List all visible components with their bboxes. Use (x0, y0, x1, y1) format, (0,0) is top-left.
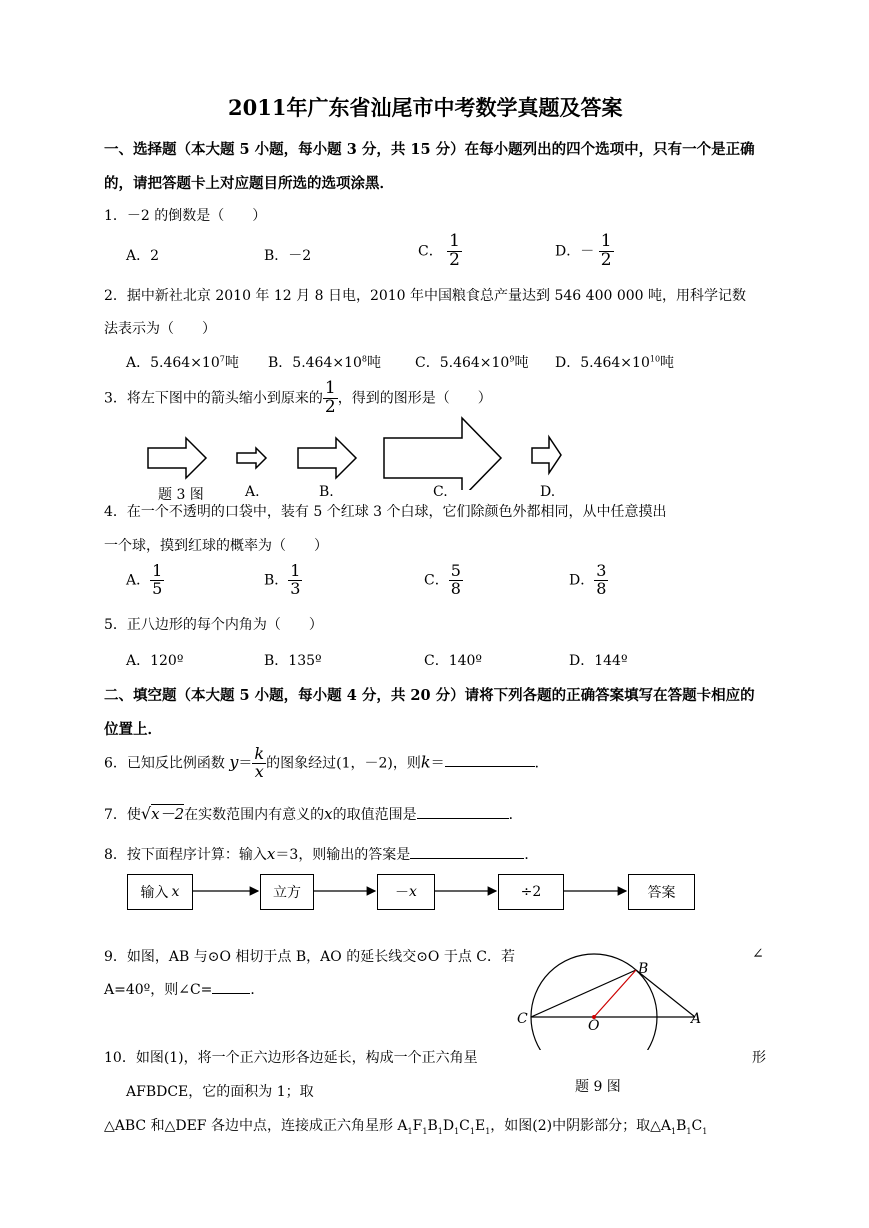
var-k: k (420, 752, 431, 772)
unit: 吨 (367, 355, 382, 371)
flow-step-label: 立方 (273, 885, 301, 901)
label-b2: B (676, 1118, 687, 1134)
frac-num: k (254, 744, 265, 763)
q9-fig-label: 题 9 图 (575, 1079, 621, 1095)
end: ． (508, 807, 523, 823)
q9-stem-line2 (104, 979, 264, 999)
frac-num: 1 (152, 561, 163, 580)
base: A．5.464×10 (126, 355, 220, 371)
exp: 10 (649, 354, 661, 364)
q10-line2: AFBDCE，它的面积为 1；取 (126, 1084, 314, 1100)
line-ab (636, 970, 695, 1017)
equals: ＝ (238, 755, 253, 772)
frac-num: 1 (600, 231, 612, 251)
flow-step-divide (498, 874, 564, 910)
q1-option-d-fraction (599, 233, 614, 270)
q10-line1: 10．如图(1)，将一个正六边形各边延长，构成一个正六角星 (104, 1050, 478, 1066)
pre: 6．已知反比例函数 (104, 755, 225, 772)
q3-label-a: A. (245, 484, 260, 500)
q2-stem-line2: 法表示为（ ） (104, 321, 216, 337)
q9-point-b: B (638, 961, 649, 977)
end: ． (534, 755, 549, 772)
unit: 吨 (224, 355, 239, 371)
frac-den: 8 (450, 578, 461, 598)
mid: 的图象经过(1，－2)，则 (266, 755, 421, 772)
q9-point-o: O (588, 1018, 600, 1034)
sub: 1 (686, 1126, 692, 1136)
pre: 7．使 (104, 807, 141, 823)
var-y: y (229, 752, 239, 772)
q9-point-c: C (517, 1011, 528, 1027)
arrow-b (298, 438, 356, 478)
q9-point-a: A (691, 1011, 702, 1027)
q7-answer-blank[interactable] (417, 804, 509, 819)
exp: 9 (509, 354, 515, 364)
stem-post: ，得到的图形是（ ） (337, 390, 492, 407)
radicand: x－2 (151, 805, 185, 823)
q6-stem (104, 746, 549, 781)
sqrt-sign: √ (140, 804, 152, 823)
post: ，则输出的答案是 (298, 847, 411, 863)
pre: △ABC 和△DEF 各边中点，连接成正六角星形 A (104, 1118, 408, 1134)
q2-option-b (268, 352, 381, 372)
flow-step-label: ÷2 (520, 884, 542, 900)
flow-step-input (127, 874, 193, 910)
label-c2: C (691, 1118, 703, 1134)
q2-option-c (415, 352, 528, 372)
prefix: A． (126, 572, 151, 589)
q10-line3 (104, 1115, 707, 1136)
fraction (594, 563, 608, 598)
flow-step-negate (377, 874, 435, 910)
arrow-a (237, 448, 266, 468)
q4-option-d (569, 563, 608, 598)
q1-option-c (418, 233, 462, 270)
q4-option-c (424, 563, 463, 598)
q1-option-c-fraction (447, 233, 462, 270)
q5-option-a: A．120º (126, 653, 184, 669)
q6-answer-blank[interactable] (445, 752, 535, 767)
base: B．5.464×10 (268, 355, 362, 371)
frac-num: 1 (290, 561, 301, 580)
q4-stem-line2: 一个球，摸到红球的概率为（ ） (104, 538, 328, 554)
q7-stem (104, 803, 523, 824)
sub: 1 (454, 1126, 460, 1136)
q5-option-b: B．135º (264, 653, 322, 669)
frac-den: 3 (290, 578, 301, 598)
k-over-x (252, 746, 266, 781)
mid: 在实数范围内有意义的 (184, 807, 325, 823)
var-x: x (266, 845, 276, 863)
q5-option-d: D．144º (569, 653, 628, 669)
end: ． (524, 847, 539, 863)
q3-arrows-figure (0, 410, 869, 490)
q1-option-d-prefix: D．－ (555, 243, 595, 260)
label-f: F (412, 1118, 423, 1134)
flow-step-cube (260, 874, 314, 910)
q9-circle-figure (510, 950, 710, 1050)
prefix: B． (264, 572, 289, 589)
fraction (288, 563, 302, 598)
q1-option-b: B．－2 (264, 248, 312, 264)
q2-option-a (126, 352, 239, 372)
label-d: D (442, 1118, 455, 1134)
line-cb (531, 970, 636, 1017)
exp: 8 (361, 354, 368, 364)
flow-step-label: 输入 (140, 885, 169, 901)
unit: 吨 (660, 355, 675, 371)
q1-option-c-prefix: C． (418, 243, 443, 260)
sub: 1 (671, 1126, 677, 1136)
frac-num: 3 (596, 561, 607, 580)
q8-answer-blank[interactable] (410, 844, 524, 859)
base: C．5.464×10 (415, 355, 510, 371)
frac-den: 8 (596, 578, 607, 598)
fraction (449, 563, 463, 598)
q9-angle-symbol: ∠ (752, 946, 764, 962)
q2-stem-line1: 2．据中新社北京 2010 年 12 月 8 日电，2010 年中国粮食总产量达到 546 400 000 吨，用科学记数 (104, 288, 747, 304)
radius-ob (594, 970, 636, 1017)
section-1-heading-cont: 的，请把答题卡上对应题目所选的选项涂黑． (104, 175, 394, 192)
sub: 1 (702, 1126, 708, 1136)
page-title: 2011年广东省汕尾市中考数学真题及答案 (228, 95, 623, 120)
q10-line1-end: 形 (752, 1050, 766, 1066)
q1-option-a: A．2 (126, 248, 160, 264)
q4-stem-line1: 4．在一个不透明的口袋中，装有 5 个红球 3 个白球，它们除颜色外都相同，从中任意摸出 (104, 504, 667, 520)
q9-stem-line1: 9．如图，AB 与⊙O 相切于点 B，AO 的延长线交⊙O 于点 C．若 (104, 949, 516, 965)
q5-option-c: C．140º (424, 653, 483, 669)
mid: ，如图(2)中阴影部分；取△A (490, 1118, 672, 1134)
exp: 7 (219, 354, 225, 364)
q3-label-b: B. (319, 484, 334, 500)
label-b: B (427, 1118, 438, 1134)
frac-den: x (252, 763, 266, 781)
sub: 1 (407, 1126, 413, 1136)
post: 的取值范围是 (332, 807, 417, 823)
end: ． (250, 982, 265, 998)
frac-num: 1 (324, 378, 336, 398)
q9-answer-blank[interactable] (212, 979, 250, 994)
q2-option-d (555, 352, 674, 372)
flow-step-label: 答案 (647, 885, 676, 901)
frac-num: 5 (450, 561, 461, 580)
q1-option-d (555, 233, 614, 270)
sub: 1 (437, 1126, 443, 1136)
prefix: C． (424, 572, 449, 589)
flow-step-answer (628, 874, 695, 910)
q3-fig-label: 题 3 图 (158, 487, 204, 503)
frac-num: 1 (449, 231, 460, 251)
var-x: x (409, 884, 417, 900)
section-2-heading: 二、填空题（本大题 5 小题，每小题 4 分，共 20 分）请将下列各题的正确答案填写在答题卡相应的 (104, 687, 755, 704)
prefix: D． (569, 572, 595, 589)
var-x: x (324, 805, 333, 823)
q3-label-c: C. (433, 484, 448, 500)
unit: 吨 (514, 355, 529, 371)
frac-den: 5 (152, 578, 163, 598)
flow-step-label: － (395, 885, 410, 901)
frac-den: 2 (324, 396, 336, 417)
frac-den: 2 (600, 249, 612, 270)
stem-pre: 3．将左下图中的箭头缩小到原来的 (104, 390, 323, 407)
pre: 8．按下面程序计算：输入 (104, 847, 267, 863)
q1-stem: 1．－2 的倒数是（ ） (104, 208, 267, 224)
fraction (150, 563, 164, 598)
frac-den: 2 (449, 249, 460, 270)
base: D．5.464×10 (555, 355, 650, 371)
equals: ＝ (430, 755, 445, 772)
var-x: x (171, 884, 180, 900)
label-e: E (474, 1118, 486, 1134)
arrow-c (384, 418, 501, 490)
sub: 1 (469, 1126, 475, 1136)
sub: 1 (485, 1126, 491, 1136)
arrow-d (532, 437, 561, 473)
section-1-heading: 一、选择题（本大题 5 小题，每小题 3 分，共 15 分）在每小题列出的四个选项中，只有一个是正确 (104, 141, 755, 158)
q3-label-d: D. (540, 484, 556, 500)
q5-stem: 5．正八边形的每个内角为（ ） (104, 617, 323, 633)
arrow-original (148, 438, 206, 478)
label-c: C (459, 1118, 470, 1134)
section-2-heading-cont: 位置上． (104, 721, 162, 738)
q4-option-a (126, 563, 164, 598)
pre: A=40º，则∠C= (104, 982, 213, 998)
q8-stem (104, 844, 538, 864)
equals: ＝3 (275, 847, 299, 863)
q4-option-b (264, 563, 302, 598)
sub: 1 (422, 1126, 428, 1136)
